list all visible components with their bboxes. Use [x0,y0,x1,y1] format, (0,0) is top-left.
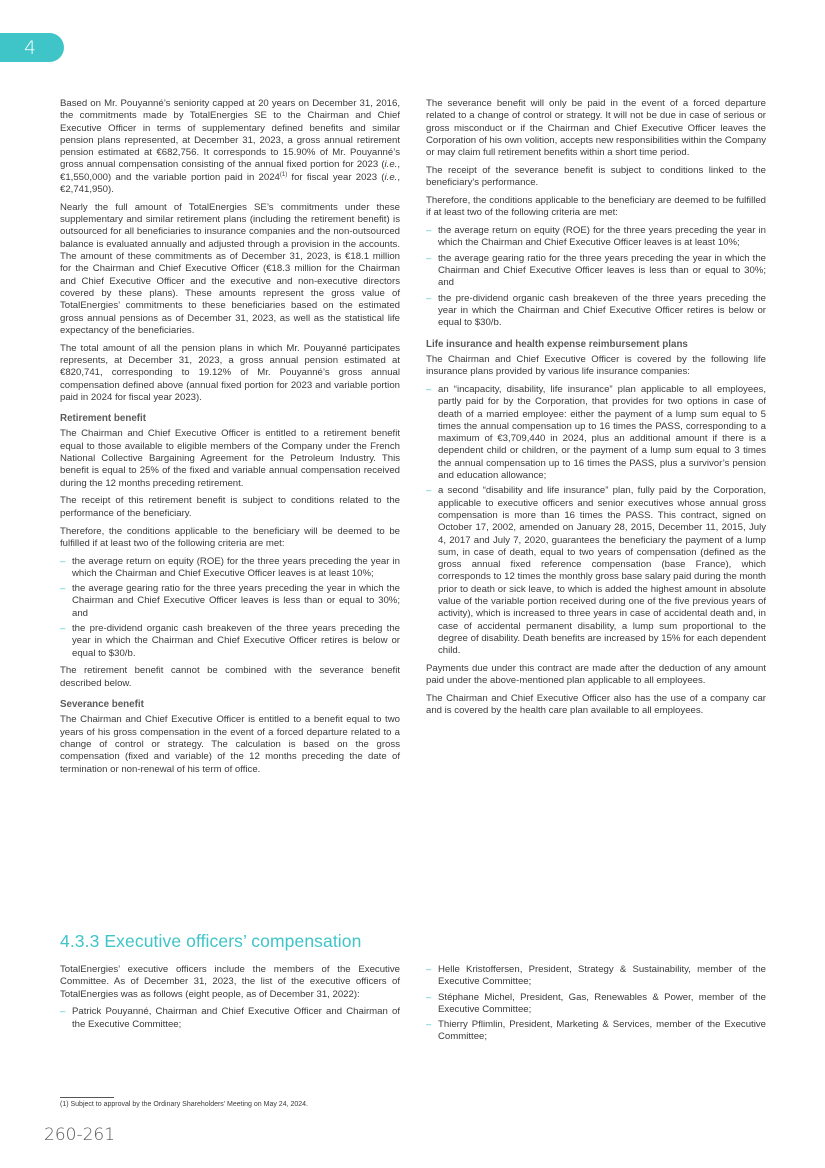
list-item: – Helle Kristoffersen, President, Strategy & Sustainability, member of the Executive Committee; [426,964,766,989]
officers-list [426,964,766,1044]
list-item: – the average return on equity (ROE) for the three years preceding the year in which the Chairman and Chief Executive Officer leaves is at least 10%; [60,556,400,581]
footnote-divider [60,1097,114,1098]
list-item: – an “incapacity, disability, life insurance” plan applicable to all employees, partly paid for by the Corporation, that provides for two options in case of death of a married employee: either the payment of a lump sum equal to 5 times the annual compensation up to 16 times the PASS, corresponding to a maximum of €3,709,440 in 2024, plus an additional amount if there is a dependent child or children, or the payment of a lump sum equal to 3 times the annual compensation up to 16 times the PASS, plus a survivor’s pension and education allowance; [426,384,766,482]
life-insurance-plans-list [426,384,766,658]
retirement-criteria-list [60,556,400,660]
severance-criteria-list [426,225,766,329]
list-item: – the pre-dividend organic cash breakeven of the three years preceding the year in which the Chairman and Chief Executive Officer retires is below or equal to $30/b. [60,623,400,660]
severance-paragraph: The receipt of the severance benefit is subject to conditions linked to the beneficiary's performance. [426,164,766,189]
retirement-paragraph: The Chairman and Chief Executive Officer is entitled to a retirement benefit equal to those available to eligible members of the Company under the French National Collective Bargaining Agreement for the Petroleum Industry. This benefit is equal to 25% of the fixed and variable annual compensation received during the 12 months preceding retirement. [60,428,400,489]
list-item: – the average gearing ratio for the three years preceding the year in which the Chairman and Chief Executive Officer leaves is less than or equal to 30%; and [426,253,766,290]
list-item: – the pre-dividend organic cash breakeven of the three years preceding the year in which the Chairman and Chief Executive Officer retires is below or equal to $30/b. [426,293,766,330]
footnote-marker: (1) [279,171,288,178]
list-item: – a second “disability and life insurance” plan, fully paid by the Corporation, applicable to executive officers and senior executives whose annual gross compensation is more than 16 times the PASS. This contract, signed on October 17, 2002, amended on January 28, 2015, December 11, 2015, July 4, 2017 and July 7, 2020, guarantees the beneficiary the payment of a lump sum, in case of death, equal to two years of compensation (defined as the gross annual fixed reference compensation (base France), which corresponds to 12 times the monthly gross base salary paid during the month prior to death or sick leave, to which is added the highest amount in absolute value of the variable portion received during one of the five previous years of activity), which is increased to three years in case of accidental death and, in case of accidental permanent disability, a lump sum proportional to the degree of disability. Death benefits are increased by 15% for each dependent child. [426,485,766,657]
severance-benefit-heading: Severance benefit [60,699,144,711]
section-left-column [60,964,400,1036]
total-pension-paragraph: The total amount of all the pension plans in which Mr. Pouyanné participates represents, at December 31, 2023, a gross annual pension estimated at €820,741, corresponding to 19.12% of Mr. Pouyanné’s gross annual compensation defined above (annual fixed portion for 2023 and variable portion paid in 2024 for fiscal year 2023). [60,342,400,403]
commitments-paragraph: Nearly the full amount of TotalEnergies SE’s commitments under these supplementary and similar retirement plans (including the retirement benefit) is outsourced for all beneficiaries to insurance companies and the non-outsourced balance is evaluated annually and adjusted through a provision in the accounts. The amount of these commitments as of December 31, 2023, is €18.1 million for the Chairman and Chief Executive Officer (€18.3 million for the Chairman and Chief Executive Officer and the executive and non-executive directors covered by these plans). These amounts represent the gross value of TotalEnergies’ commitments to these beneficiaries based on the estimated gross annual pensions as of December 31, 2023, as well as the statistical life expectancy of the beneficiaries. [60,201,400,336]
retirement-benefit-heading: Retirement benefit [60,413,147,425]
severance-paragraph: The Chairman and Chief Executive Officer is entitled to a benefit equal to two years of his gross compensation in the event of a forced departure related to a change of control or strategy. The calculation is based on the gross compensation (fixed and variable) of the 12 months preceding the date of termination or non-renewal of his term of office. [60,714,400,775]
officers-list [60,1006,400,1031]
life-insurance-heading: Life insurance and health expense reimbursement plans [426,338,688,350]
chapter-number-tab: 4 [0,33,64,62]
page-number: 260-261 [44,1125,116,1145]
severance-paragraph: Therefore, the conditions applicable to the beneficiary are deemed to be fulfilled if at least two of the following criteria are met: [426,195,766,219]
severance-paragraph: The severance benefit will only be paid in the event of a forced departure related to a change of control or strategy. It will not be due in case of serious or gross misconduct or if the Chairman and Chief Executive Officer leaves the Corporation of his own volition, accepts new responsibilities within the Company or may claim full retirement benefits within a short time period. [426,98,766,159]
life-insurance-paragraph: The Chairman and Chief Executive Officer is covered by the following life insurance plans provided by various life insurance companies: [426,353,766,378]
section-intro-paragraph: TotalEnergies’ executive officers include the members of the Executive Committee. As of December 31, 2023, the list of the executive officers of TotalEnergies was as follows (eight people, as of December 31, 2022): [60,964,400,1000]
life-insurance-paragraph: The Chairman and Chief Executive Officer also has the use of a company car and is covered by the health care plan available to all employees. [426,693,766,717]
right-column [426,98,766,723]
list-item: – Thierry Pflimlin, President, Marketing & Services, member of the Executive Committee; [426,1019,766,1044]
pension-paragraph: Based on Mr. Pouyanné’s seniority capped at 20 years on December 31, 2016, the commitments made by TotalEnergies SE to the Chairman and Chief Executive Officer in terms of supplementary defined benefits and similar pension plans represented, at December 31, 2023, a gross annual retirement pension estimated at €682,756. It corresponds to 15.90% of Mr. Pouyanné’s gross annual compensation consisting of the annual fixed portion for 2023 (i.e., €1,550,000) and the variable portion paid in 2024$^{(1)}$ for fiscal year 2023 (i.e., €2,741,950). [60,98,400,196]
retirement-paragraph: Therefore, the conditions applicable to the beneficiary will be deemed to be fulfilled if at least two of the following criteria are met: [60,525,400,549]
list-item: – the average gearing ratio for the three years preceding the year in which the Chairman and Chief Executive Officer leaves is less than or equal to 30%; and [60,583,400,620]
section-right-column [426,964,766,1049]
retirement-paragraph: The receipt of this retirement benefit is subject to conditions related to the performance of the beneficiary. [60,495,400,519]
footnote: (1) Subject to approval by the Ordinary Shareholders’ Meeting on May 24, 2024. [60,1101,308,1108]
life-insurance-paragraph: Payments due under this contract are made after the deduction of any amount paid under the above-mentioned plan applicable to all employees. [426,662,766,687]
list-item: – Patrick Pouyanné, Chairman and Chief Executive Officer and Chairman of the Executive Committee; [60,1006,400,1031]
list-item: – Stéphane Michel, President, Gas, Renewables & Power, member of the Executive Committee; [426,992,766,1017]
retirement-paragraph: The retirement benefit cannot be combined with the severance benefit described below. [60,665,400,689]
section-title: 4.3.3 Executive officers’ compensation [60,931,362,951]
list-item: – the average return on equity (ROE) for the three years preceding the year in which the Chairman and Chief Executive Officer leaves is at least 10%; [426,225,766,250]
left-column [60,98,400,781]
